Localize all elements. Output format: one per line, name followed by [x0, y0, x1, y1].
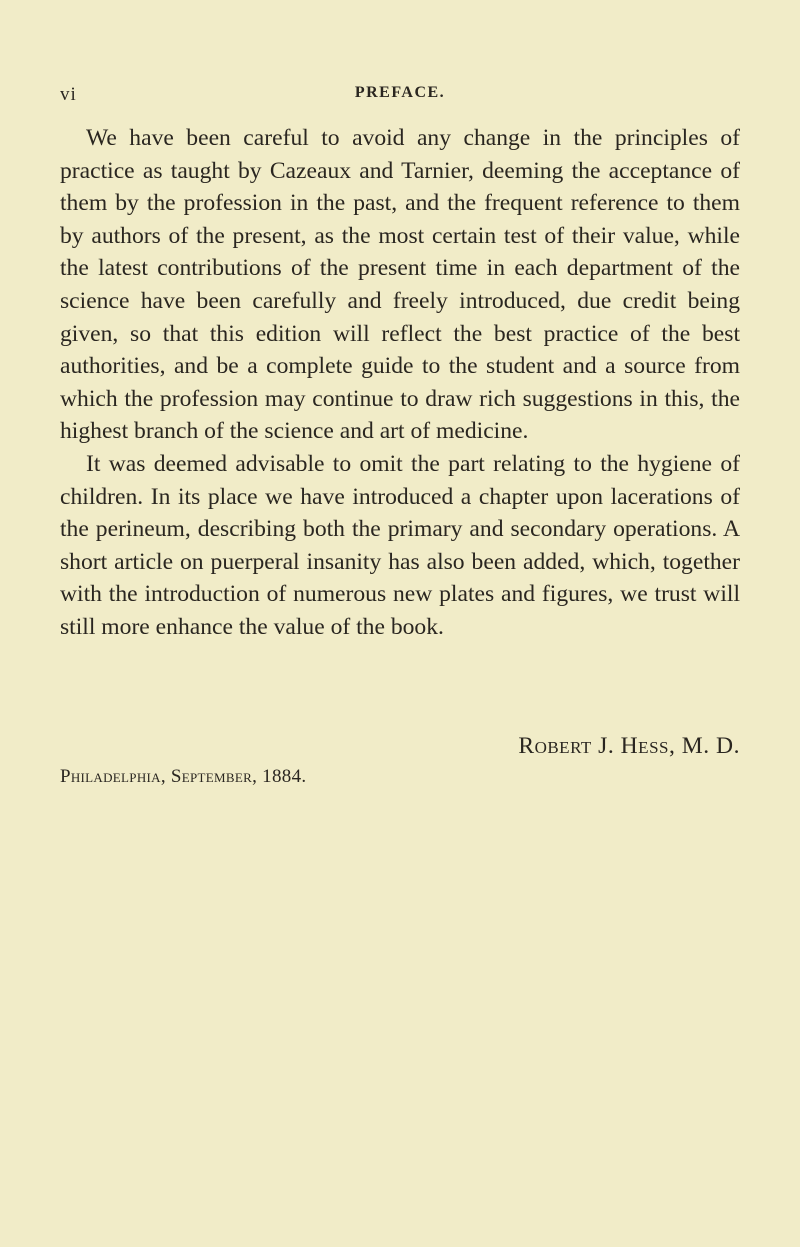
paragraph-1: We have been careful to avoid any change in the principles of practice as taught by Cazeaux and Tarnier, deeming the acceptance of them by the profession in the past, and the frequent reference to them by authors of the present, as the most certain test of their value, while the latest contributions of the present time in each department of the science have been carefully and freely introduced, due credit being given, so that this edition will reflect the best practice of the best authorities, and be a complete guide to the student and a source from which the profession may continue to draw rich suggestions in this, the highest branch of the science and art of medicine.: [60, 125, 740, 445]
paragraph-2: It was deemed advisable to omit the part relating to the hygiene of children. In its place we have introduced a chapter upon lacerations of the perineum, describing both the primary and secondary operations. A short article on puerperal insanity has also been added, which, together with the introduction of numerous new plates and figures, we trust will still more enhance the value of the book.: [60, 450, 740, 640]
running-head: [60, 84, 740, 108]
preface-body: [60, 122, 740, 644]
dateline: Philadelphia, September, 1884.: [60, 766, 307, 787]
author-signature: [60, 731, 740, 761]
running-title: PREFACE.: [354, 84, 446, 101]
author-name: Robert J. Hess, M. D.: [518, 733, 740, 759]
page-number: vi: [60, 84, 77, 105]
